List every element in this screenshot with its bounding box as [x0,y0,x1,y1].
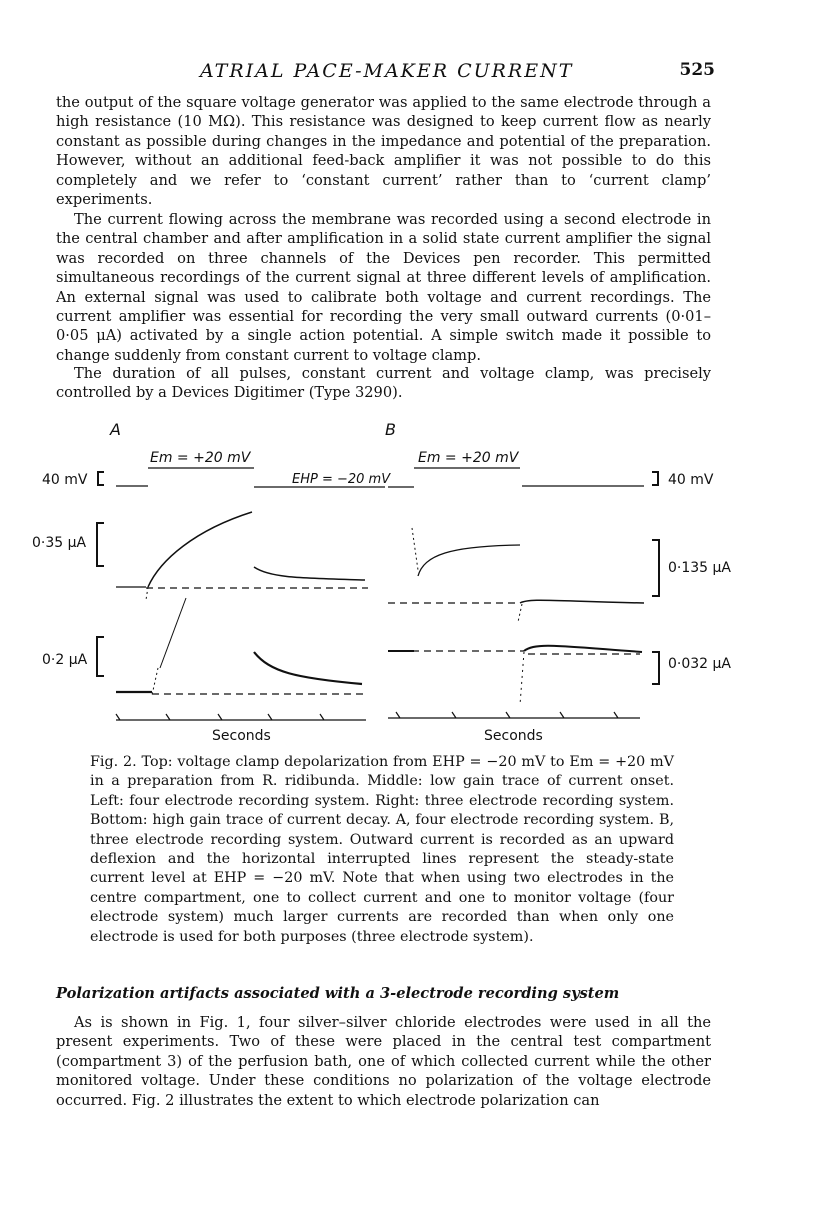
voltage-trace-b [388,468,644,487]
paragraph-3 [56,364,711,403]
paragraph-3-text: The duration of all pulses, constant current and voltage clamp, was precisely controlled by a Devices Digitimer (Type 3290). [56,365,711,402]
scale-bracket-voltage-left [98,472,104,485]
figure-caption [90,753,674,947]
current-trace-b-low [388,528,644,622]
scale-current-high-a: 0·2 μA [42,652,88,668]
scale-current-low-b: 0·135 μA [668,560,732,576]
current-trace-a-low [116,512,368,600]
time-label-a: Seconds [212,728,271,744]
scale-voltage-right: 40 mV [668,472,714,488]
figure-caption-text: Fig. 2. Top: voltage clamp depolarization from EHP = −20 mV to Em = +20 mV in a preparation from R. ridibunda. Middle: low gain trace of current onset. Left: four electrode recording system. Right: three electrode recording system. Bottom: high gain trace of current decay. A, four electrode recording system. B, three electrode recording system. Outward current is recorded as an upward deflexion and the horizontal interrupted lines represent the steady-state current level at EHP = −20 mV. Note that when using two electrodes in the centre compartment, one to collect current and one to monitor voltage (four electrode system) much larger currents are recorded than when only one electrode is used for both purposes (three electrode system). [90,754,674,945]
scale-bracket-current-high-b [652,652,659,684]
paragraph-2-text: The current flowing across the membrane was recorded using a second electrode in the central chamber and after amplification in a solid state current amplifier the signal was recorded on three channels of the Devices pen recorder. This permitted simultaneous recordings of the current signal at three different levels of amplification. An external signal was used to calibrate both voltage and current recordings. The current amplifier was essential for recording the very small outward currents (0·01–0·05 μA) activated by a single action potential. A simple switch made it possible to change suddenly from constant current to voltage clamp. [56,211,711,364]
scale-bracket-current-high-a [97,637,104,676]
em-label-b: Em = +20 mV [418,450,519,466]
section-heading: Polarization artifacts associated with a 3-electrode recording system [56,985,620,1002]
page-number: 525 [679,60,715,80]
current-trace-b-high [388,646,642,705]
running-title: ATRIAL PACE-MAKER CURRENT [200,60,574,82]
time-label-b: Seconds [484,728,543,744]
ehp-label: EHP = −20 mV [292,472,391,487]
scale-current-high-b: 0·032 μA [668,656,732,672]
paragraph-4 [56,1013,711,1110]
scale-voltage-left: 40 mV [42,472,88,488]
paragraph-1-text: the output of the square voltage generator was applied to the same electrode through a high resistance (10 MΩ). This resistance was designed to keep current flow as nearly constant as possible during changes in the impedance and potential of the preparation. However, without an additional feed-back amplifier it was not possible to do this completely and we refer to ‘constant current’ rather than to ‘current clamp’ experiments. [56,94,711,209]
panel-label-a: A [110,420,121,439]
figure-2 [0,410,816,750]
scale-bracket-current-low-a [97,523,104,566]
em-label-a: Em = +20 mV [150,450,251,466]
time-marker-b [388,712,640,718]
current-trace-a-high [116,598,365,695]
page-header [160,60,715,84]
paragraph-4-text: As is shown in Fig. 1, four silver–silver chloride electrodes were used in all the present experiments. Two of these were placed in the central test compartment (compartment 3) of the perfusion bath, one of which collected current while the other monitored voltage. Under these conditions no polarization of the voltage electrode occurred. Fig. 2 illustrates the extent to which electrode polarization can [56,1014,711,1109]
time-marker-a [116,714,366,720]
scale-bracket-voltage-right [652,472,658,485]
paragraph-2 [56,210,711,365]
scale-current-low-a: 0·35 μA [32,535,87,551]
panel-label-b: B [385,420,396,439]
paragraph-1 [56,93,711,209]
scale-bracket-current-low-b [652,540,659,596]
